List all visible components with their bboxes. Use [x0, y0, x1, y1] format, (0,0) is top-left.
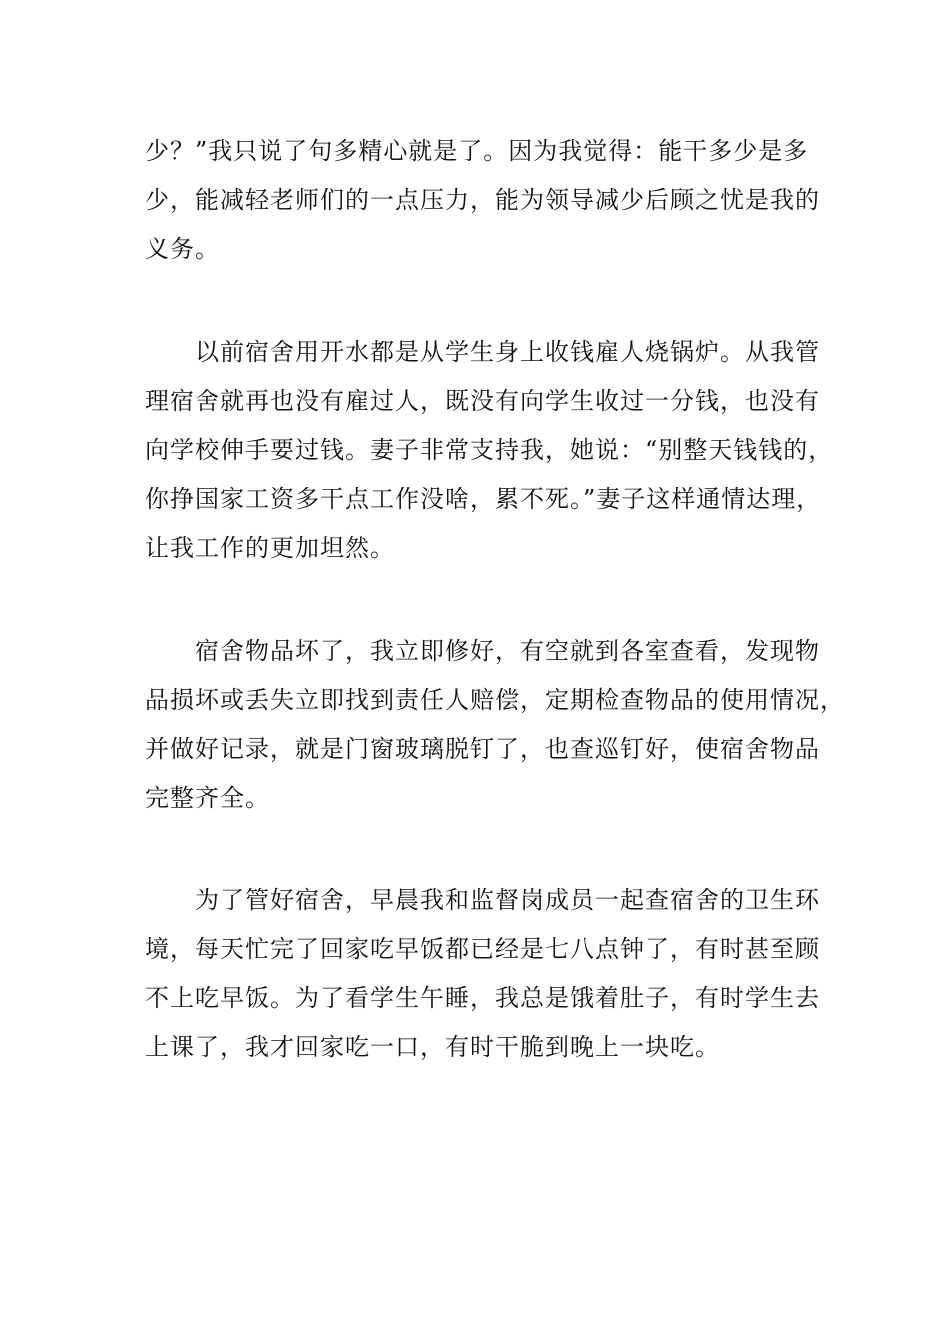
paragraph-line: 理宿舍就再也没有雇过人，既没有向学生收过一分钱，也没有 — [145, 387, 820, 415]
paragraph-2 — [145, 328, 845, 573]
paragraph-line: 以前宿舍用开水都是从学生身上收钱雇人烧锅炉。从我管 — [195, 338, 820, 366]
paragraph-line: 不上吃早饭。为了看学生午睡，我总是饿着肚子，有时学生去 — [145, 984, 820, 1012]
paragraph-1 — [145, 127, 845, 274]
paragraph-line: 境，每天忙完了回家吃早饭都已经是七八点钟了，有时甚至顾 — [145, 935, 820, 963]
paragraph-line: 宿舍物品坏了，我立即修好，有空就到各室查看，发现物 — [195, 637, 820, 665]
paragraph-line: 向学校伸手要过钱。妻子非常支持我，她说：“别整天钱钱的， — [145, 436, 834, 464]
paragraph-line: 少，能减轻老师们的一点压力，能为领导减少后顾之忧是我的 — [145, 186, 820, 214]
paragraph-4 — [145, 876, 845, 1072]
paragraph-line: 义务。 — [145, 235, 220, 263]
paragraph-line: 品损坏或丢失立即找到责任人赔偿，定期检查物品的使用情况， — [145, 686, 845, 714]
paragraph-line: 为了管好宿舍，早晨我和监督岗成员一起查宿舍的卫生环 — [195, 886, 820, 914]
paragraph-line: 让我工作的更加坦然。 — [145, 534, 395, 562]
paragraph-line: 你挣国家工资多干点工作没啥，累不死。”妻子这样通情达理， — [145, 485, 822, 513]
paragraph-line: 少？”我只说了句多精心就是了。因为我觉得：能干多少是多 — [145, 137, 809, 165]
paragraph-line: 完整齐全。 — [145, 784, 270, 812]
paragraph-3 — [145, 627, 845, 823]
paragraph-line: 并做好记录，就是门窗玻璃脱钉了，也查巡钉好，使宿舍物品 — [145, 735, 820, 763]
paragraph-line: 上课了，我才回家吃一口，有时干脆到晚上一块吃。 — [145, 1033, 720, 1061]
